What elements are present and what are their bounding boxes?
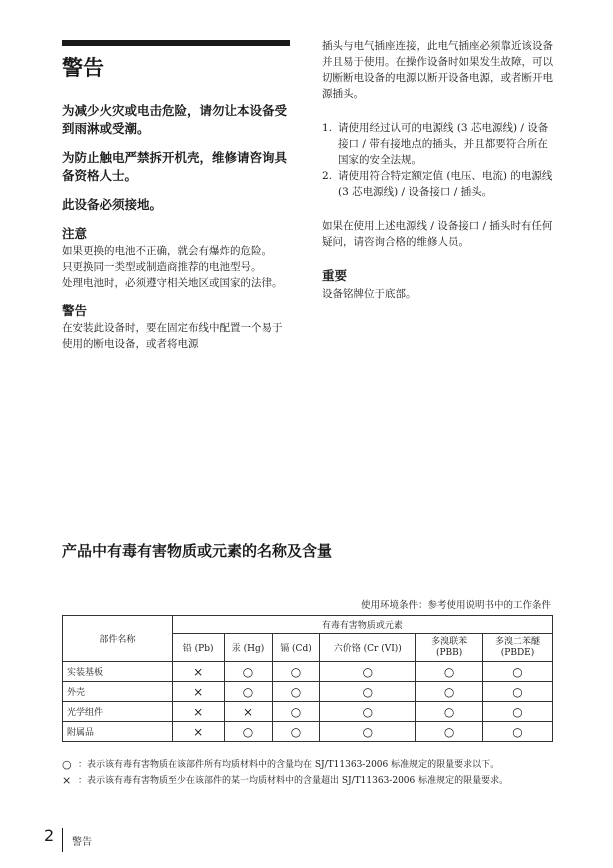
value-cell: ×	[224, 702, 272, 722]
value-cell: ○	[416, 702, 483, 722]
value-cell: ○	[272, 682, 320, 702]
caution-heading: 注意	[62, 226, 88, 241]
right-column	[322, 38, 554, 302]
footer-divider	[62, 828, 63, 852]
part-name-header: 部件名称	[63, 616, 173, 662]
note-text: ：表示该有毒有害物质至少在该部件的某一均质材料中的含量超出 SJ/T11363-2006 标准规定的限量要求。	[78, 776, 509, 786]
questions-paragraph: 如果在使用上述电源线 / 设备接口 / 插头时有任何疑问，请咨询合格的维修人员。	[322, 220, 553, 248]
column-header: 六价铬 (Cr (VI))	[320, 634, 416, 662]
value-cell: ○	[320, 722, 416, 742]
value-cell: ×	[172, 662, 224, 682]
warning-shock: 为防止触电严禁拆开机壳，维修请咨询具备资格人士。	[62, 150, 288, 183]
list-item	[322, 120, 554, 168]
title-rule	[62, 40, 290, 46]
table-row	[63, 682, 553, 702]
value-cell: ○	[320, 662, 416, 682]
table-row	[63, 722, 553, 742]
warning-ground: 此设备必须接地。	[62, 197, 163, 212]
column-header: 铅 (Pb)	[172, 634, 224, 662]
table-row	[63, 702, 553, 722]
value-cell: ○	[224, 722, 272, 742]
table-header-row	[63, 616, 553, 634]
list-number: 2.	[322, 170, 333, 182]
left-column	[62, 40, 290, 352]
table-title: 产品中有毒有害物质或元素的名称及含量	[62, 542, 333, 560]
note-text: ：表示该有毒有害物质在该部件所有均质材料中的含量均在 SJ/T11363-2006 标准规定的限量要求以下。	[78, 760, 500, 770]
value-cell: ○	[483, 722, 553, 742]
value-cell: ○	[416, 682, 483, 702]
power-plug-paragraph: 插头与电气插座连接，此电气插座必须靠近该设备并且易于使用。在操作设备时如果发生故障，可以切断断电设备的电源以断开设备电源，或者断开电源插头。	[322, 40, 553, 100]
column-header: 多溴二苯醚 (PBDE)	[483, 634, 553, 662]
value-cell: ○	[272, 662, 320, 682]
column-header: 多溴联苯 (PBB)	[416, 634, 483, 662]
value-cell: ○	[224, 682, 272, 702]
list-number: 1.	[322, 122, 333, 134]
value-cell: ○	[320, 702, 416, 722]
hazardous-substances-table	[62, 615, 553, 742]
warning2-text: 在安装此设备时，要在固定布线中配置一个易于使用的断电设备，或者将电源	[62, 322, 283, 350]
circle-icon: ○	[62, 758, 72, 771]
caution-line: 只更换同一类型或制造商推荐的电池型号。	[62, 261, 262, 273]
value-cell: ○	[416, 662, 483, 682]
warning2-heading: 警告	[62, 303, 88, 318]
footer-section-label: 警告	[72, 837, 92, 848]
table-notes	[62, 758, 556, 790]
value-cell: ○	[272, 722, 320, 742]
value-cell: ○	[224, 662, 272, 682]
important-text: 设备铭牌位于底部。	[322, 288, 417, 300]
table-row	[63, 662, 553, 682]
value-cell: ○	[483, 702, 553, 722]
note-item	[62, 774, 556, 788]
important-heading: 重要	[322, 268, 348, 283]
substances-group-header: 有毒有害物质或元素	[172, 616, 552, 634]
note-item	[62, 758, 556, 772]
part-name-cell: 实装基板	[63, 662, 173, 682]
list-item	[322, 168, 554, 200]
part-name-cell: 外壳	[63, 682, 173, 702]
part-name-cell: 光学组件	[63, 702, 173, 722]
power-cord-list	[322, 120, 554, 200]
value-cell: ○	[483, 682, 553, 702]
caution-line: 如果更换的电池不正确，就会有爆炸的危险。	[62, 245, 272, 257]
cross-icon: ×	[62, 774, 72, 787]
caution-line: 处理电池时，必须遵守相关地区或国家的法律。	[62, 277, 283, 289]
list-text: 请使用经过认可的电源线 (3 芯电源线) / 设备接口 / 带有接地点的插头，并且都要符合所在国家的安全法规。	[338, 122, 549, 166]
value-cell: ×	[172, 682, 224, 702]
part-name-cell: 附属品	[63, 722, 173, 742]
usage-condition: 使用环境条件：参考使用说明书中的工作条件	[360, 600, 551, 611]
warning-fire: 为减少火灾或电击危险，请勿让本设备受到雨淋或受潮。	[62, 103, 288, 136]
list-text: 请使用符合特定额定值 (电压、电流) 的电源线 (3 芯电源线) / 设备接口 / 插头。	[338, 170, 553, 198]
value-cell: ○	[483, 662, 553, 682]
column-header: 汞 (Hg)	[224, 634, 272, 662]
value-cell: ○	[272, 702, 320, 722]
value-cell: ○	[320, 682, 416, 702]
value-cell: ×	[172, 722, 224, 742]
column-header: 镉 (Cd)	[272, 634, 320, 662]
value-cell: ○	[416, 722, 483, 742]
page-title: 警告	[62, 56, 104, 80]
page-number: 2	[44, 826, 55, 845]
value-cell: ×	[172, 702, 224, 722]
